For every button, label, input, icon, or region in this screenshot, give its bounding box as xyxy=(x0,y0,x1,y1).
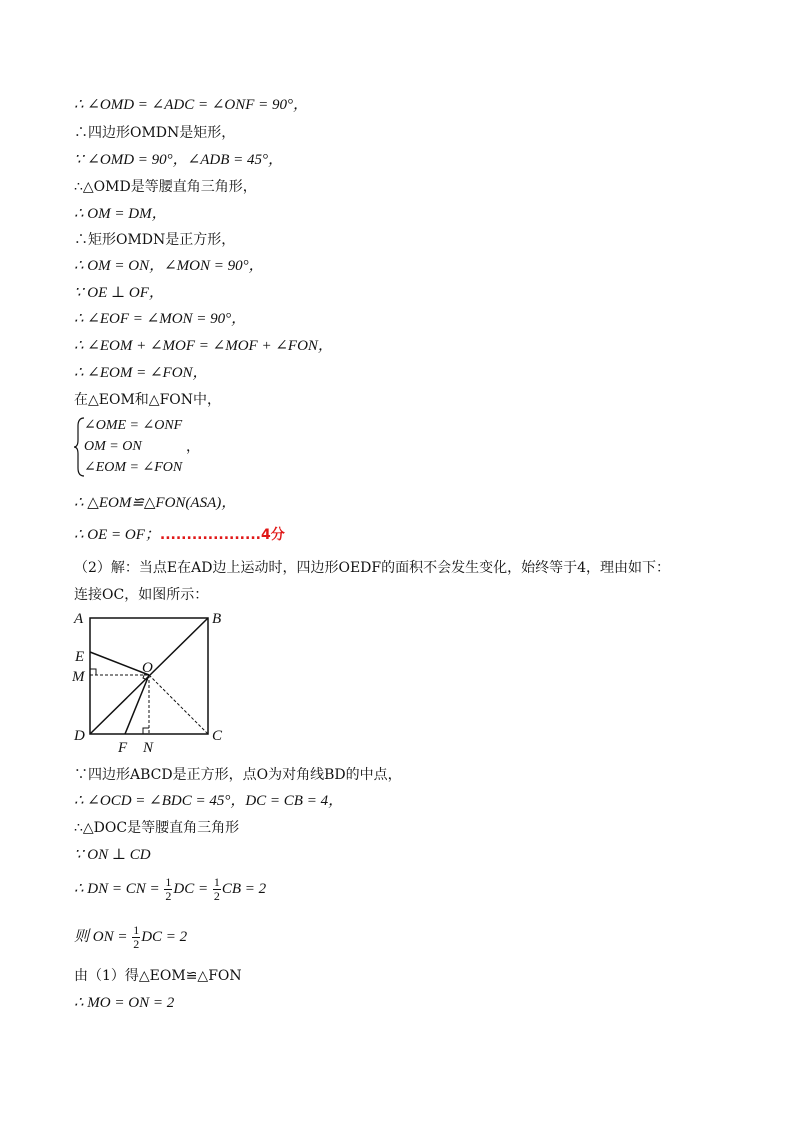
right-angle-n xyxy=(143,728,149,734)
after-line-3: ∴△DOC是等腰直角三角形 xyxy=(74,820,240,836)
segment-of xyxy=(125,675,149,734)
conclusion-line xyxy=(74,526,285,544)
proof-line-11: ∴ ∠EOM = ∠FON， xyxy=(74,365,208,381)
label-a: A xyxy=(74,611,84,627)
equation-system xyxy=(74,416,294,478)
label-n: N xyxy=(143,740,154,756)
proof-line-8: ∵ OE ⊥ OF， xyxy=(74,285,164,301)
proof-line-1: ∴ ∠OMD = ∠ADC = ∠ONF = 90°， xyxy=(74,97,309,113)
score-label: ...................4分 xyxy=(159,527,285,543)
proof-line-6: ∴矩形OMDN是正方形， xyxy=(74,232,236,248)
fraction-2 xyxy=(213,876,221,903)
proof-line-3: ∵ ∠OMD = 90°，∠ADB = 45°， xyxy=(74,152,283,168)
fraction-3-den: 2 xyxy=(133,937,140,952)
then-line xyxy=(74,922,187,952)
label-b: B xyxy=(212,611,222,627)
proof-line-10: ∴ ∠EOM + ∠MOF = ∠MOF + ∠FON， xyxy=(74,338,333,354)
half-line xyxy=(74,874,266,904)
label-f: F xyxy=(118,740,128,756)
fraction-2-num: 1 xyxy=(213,875,220,890)
geometry-figure xyxy=(72,606,232,756)
fraction-1-num: 1 xyxy=(165,875,172,890)
proof-line-12: 在△EOM和△FON中， xyxy=(74,392,222,408)
part2-intro: （2）解：当点E在AD边上运动时，四边形OEDF的面积不会发生变化，始终等于4，理由如下： xyxy=(74,560,671,576)
label-d: D xyxy=(74,728,85,744)
congruence-line: ∴ △EOM≌△FON(ASA)， xyxy=(74,495,237,511)
system-row-1: ∠OME = ∠ONF xyxy=(84,418,183,433)
half-prefix: ∴ DN = CN = xyxy=(74,881,164,897)
system-row-2: OM = ON xyxy=(84,439,142,454)
fraction-3 xyxy=(132,924,140,951)
label-m: M xyxy=(72,669,85,685)
after-line-1: ∵四边形ABCD是正方形，点O为对角线BD的中点， xyxy=(74,767,402,783)
proof-line-7: ∴ OM = ON，∠MON = 90°， xyxy=(74,258,264,274)
fraction-1 xyxy=(164,876,172,903)
right-angle-m xyxy=(90,669,96,675)
after-line-2: ∴ ∠OCD = ∠BDC = 45°，DC = CB = 4， xyxy=(74,793,344,809)
segment-oe xyxy=(90,652,149,675)
fraction-2-den: 2 xyxy=(213,889,220,904)
proof-line-5: ∴ OM = DM， xyxy=(74,206,167,222)
half-mid: DC = xyxy=(173,881,212,897)
last-line: ∴ MO = ON = 2 xyxy=(74,995,175,1011)
then-end: DC = 2 xyxy=(141,929,188,945)
then-prefix: 则 ON = xyxy=(74,929,132,945)
after-line-4: ∵ ON ⊥ CD xyxy=(74,847,151,863)
label-e: E xyxy=(75,649,85,665)
part2-connect: 连接OC，如图所示： xyxy=(74,587,209,603)
proof-line-4: ∴△OMD是等腰直角三角形， xyxy=(74,179,257,195)
system-row-3: ∠EOM = ∠FON xyxy=(84,460,183,475)
label-c: C xyxy=(212,728,223,744)
system-suffix: ， xyxy=(186,439,200,455)
segment-oc xyxy=(149,675,208,734)
half-end: CB = 2 xyxy=(221,881,267,897)
proof-line-9: ∴ ∠EOF = ∠MON = 90°， xyxy=(74,311,247,327)
fraction-1-den: 2 xyxy=(165,889,172,904)
conclusion-text: ∴ OE = OF； xyxy=(74,527,160,543)
label-o: O xyxy=(142,660,153,676)
proof-line-2: ∴四边形OMDN是矩形， xyxy=(74,125,236,141)
fraction-3-num: 1 xyxy=(133,923,140,938)
from-line: 由（1）得△EOM≌△FON xyxy=(74,968,242,984)
